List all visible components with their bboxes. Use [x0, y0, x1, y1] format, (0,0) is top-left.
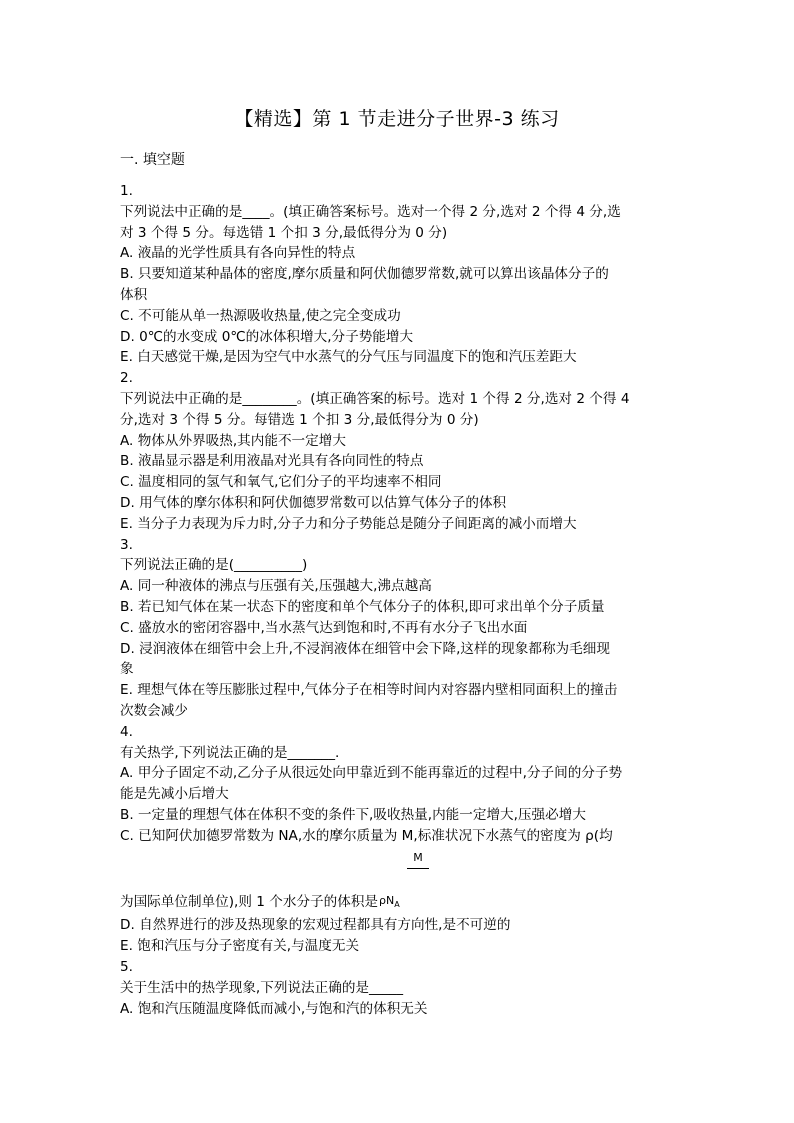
- question-3-number: 3.: [120, 536, 133, 553]
- question-4-option-d: D. 自然界进行的涉及热现象的宏观过程都具有方向性,是不可逆的: [120, 917, 511, 934]
- question-4-option-b: B. 一定量的理想气体在体积不变的条件下,吸收热量,内能一定增大,压强必增大: [120, 806, 586, 823]
- question-1-option-e: E. 白天感觉干燥,是因为空气中水蒸气的分气压与同温度下的饱和汽压差距大: [120, 349, 577, 366]
- question-2-stem-line-1: 下列说法中正确的是________。(填正确答案的标号。选对 1 个得 2 分,选对 2 个得 4: [120, 390, 630, 407]
- fraction-row: [120, 847, 680, 891]
- question-4-option-c-text: 为国际单位制单位),则 1 个水分子的体积是: [120, 893, 379, 910]
- question-3-option-d-line-2: 象: [120, 661, 134, 678]
- question-3-option-e-line-2: 次数会减少: [120, 702, 188, 719]
- question-4-stem: 有关热学,下列说法正确的是_______.: [120, 744, 340, 761]
- question-4-option-c-line-2: [120, 891, 680, 916]
- question-3-option-c: C. 盛放水的密闭容器中,当水蒸气达到饱和时,不再有水分子飞出水面: [120, 619, 528, 636]
- question-4-number: 4.: [120, 723, 133, 740]
- fraction-denominator: [379, 891, 400, 916]
- question-1-option-d: D. 0℃的水变成 0℃的冰体积增大,分子势能增大: [120, 328, 414, 345]
- question-4-option-a-line-2: 能是先减小后增大: [120, 786, 229, 803]
- fraction-numerator: M: [407, 851, 429, 869]
- question-5-number: 5.: [120, 959, 133, 976]
- question-3-option-e-line-1: E. 理想气体在等压膨胀过程中,气体分子在相等时间内对容器内壁相同面积上的撞击: [120, 682, 618, 699]
- question-3-option-d-line-1: D. 浸润液体在细管中会上升,不浸润液体在细管中会下降,这样的现象都称为毛细现: [120, 640, 610, 657]
- question-3-option-b: B. 若已知气体在某一状态下的密度和单个气体分子的体积,即可求出单个分子质量: [120, 598, 605, 615]
- question-3-stem: 下列说法正确的是(__________): [120, 557, 308, 574]
- question-1-option-a: A. 液晶的光学性质具有各向异性的特点: [120, 245, 356, 262]
- question-1-option-b-line-1: B. 只要知道某种晶体的密度,摩尔质量和阿伏伽德罗常数,就可以算出该晶体分子的: [120, 266, 609, 283]
- question-5-stem: 关于生活中的热学现象,下列说法正确的是_____: [120, 979, 403, 996]
- question-5-option-a: A. 饱和汽压随温度降低而减小,与饱和汽的体积无关: [120, 1000, 428, 1017]
- question-4-option-e: E. 饱和汽压与分子密度有关,与温度无关: [120, 938, 360, 955]
- question-1-number: 1.: [120, 183, 133, 199]
- question-1-option-b-line-2: 体积: [120, 286, 148, 303]
- fraction-denominator-text: ρN: [379, 893, 395, 907]
- question-2-option-d: D. 用气体的摩尔体积和阿伏伽德罗常数可以估算气体分子的体积: [120, 494, 507, 511]
- fraction-denominator-subscript: A: [394, 899, 400, 909]
- question-1-stem-line-1: 下列说法中正确的是____。(填正确答案标号。选对一个得 2 分,选对 2 个得 4 分,选: [120, 203, 621, 220]
- question-1-stem-line-2: 对 3 个得 5 分。每选错 1 个扣 3 分,最低得分为 0 分): [120, 224, 448, 241]
- molecule-volume-fraction: [407, 851, 429, 869]
- question-4-option-c-line-1: C. 已知阿伏加德罗常数为 NA,水的摩尔质量为 M,标准状况下水蒸气的密度为 ρ(均: [120, 827, 613, 844]
- question-4-option-a-line-1: A. 甲分子固定不动,乙分子从很远处向甲靠近到不能再靠近的过程中,分子间的分子势: [120, 765, 623, 782]
- question-2-option-b: B. 液晶显示器是利用液晶对光具有各向同性的特点: [120, 453, 424, 470]
- question-2-option-c: C. 温度相同的氢气和氧气,它们分子的平均速率不相同: [120, 474, 442, 491]
- question-2-option-e: E. 当分子力表现为斥力时,分子力和分子势能总是随分子间距离的减小而增大: [120, 515, 577, 532]
- section-heading: 一. 填空题: [120, 152, 185, 168]
- question-list: [120, 181, 680, 1019]
- question-2-option-a: A. 物体从外界吸热,其内能不一定增大: [120, 432, 346, 449]
- question-2-number: 2.: [120, 370, 133, 387]
- question-3-option-a: A. 同一种液体的沸点与压强有关,压强越大,沸点越高: [120, 578, 432, 595]
- question-1-option-c: C. 不可能从单一热源吸收热量,使之完全变成功: [120, 307, 401, 324]
- document-title: 【精选】第 1 节走进分子世界-3 练习: [234, 108, 560, 130]
- question-2-stem-line-2: 分,选对 3 个得 5 分。每错选 1 个扣 3 分,最低得分为 0 分): [120, 411, 479, 428]
